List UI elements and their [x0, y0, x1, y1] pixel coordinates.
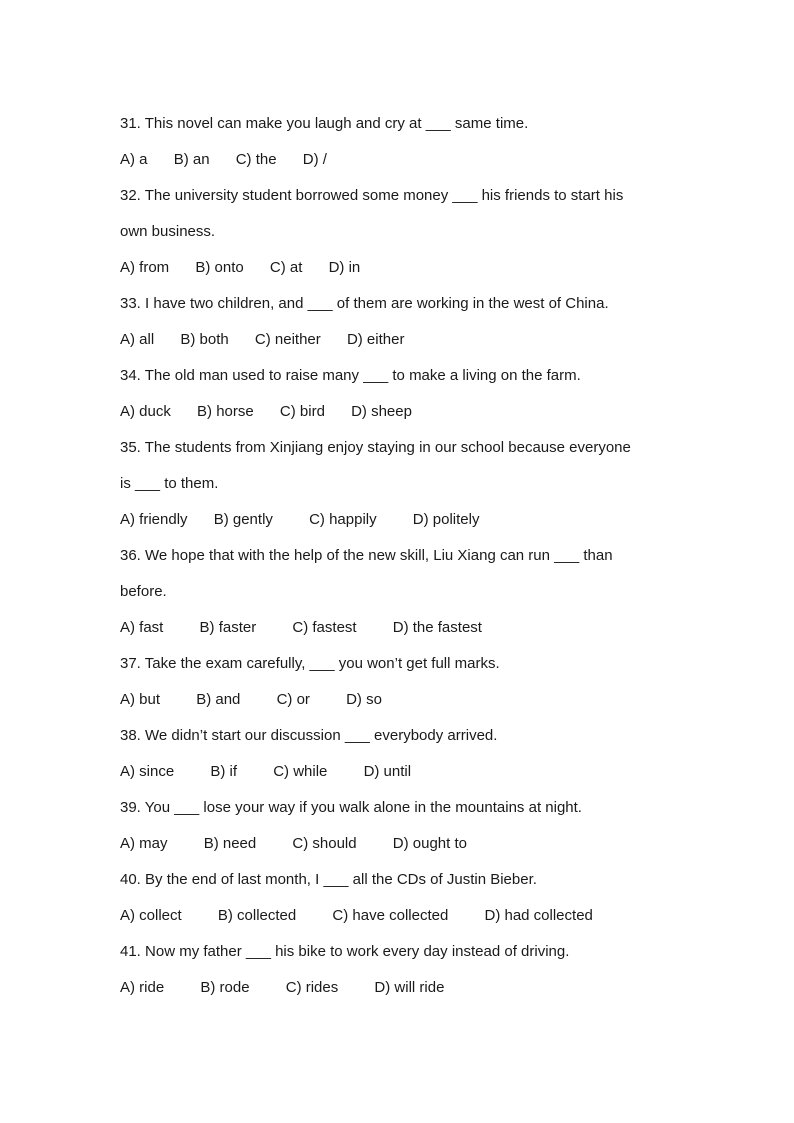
question-text-continued: is ___ to them. — [120, 475, 219, 492]
question-34-options — [120, 394, 665, 430]
option-d: D) had collected — [484, 907, 593, 924]
question-32-options — [120, 250, 665, 286]
question-40-options — [120, 898, 665, 934]
question-39-options — [120, 826, 665, 862]
question-text: 38. We didn’t start our discussion ___ everybody arrived. — [120, 727, 498, 744]
question-33-options — [120, 322, 665, 358]
option-a: A) a — [120, 151, 148, 168]
option-a: A) fast — [120, 619, 164, 636]
question-40 — [120, 862, 665, 898]
option-b: B) faster — [199, 619, 257, 636]
question-35 — [120, 430, 665, 466]
question-list — [120, 106, 665, 1006]
option-c: C) while — [273, 763, 328, 780]
option-a: A) but — [120, 691, 161, 708]
question-text: 34. The old man used to raise many ___ to make a living on the farm. — [120, 367, 581, 384]
option-d: D) so — [346, 691, 382, 708]
option-d: D) either — [346, 331, 405, 348]
question-32 — [120, 178, 665, 214]
question-36-options — [120, 610, 665, 646]
option-c: C) fastest — [292, 619, 357, 636]
option-a: A) ride — [120, 979, 165, 996]
question-37 — [120, 646, 665, 682]
question-32-continued — [120, 214, 665, 250]
question-36-continued — [120, 574, 665, 610]
option-b: B) horse — [197, 403, 254, 420]
question-text-continued: before. — [120, 583, 167, 600]
option-d: D) the fastest — [392, 619, 482, 636]
option-b: B) and — [196, 691, 241, 708]
question-text: 31. This novel can make you laugh and cry at ___ same time. — [120, 115, 529, 132]
option-b: B) rode — [200, 979, 250, 996]
option-a: A) friendly — [120, 511, 188, 528]
question-text: 39. You ___ lose your way if you walk alone in the mountains at night. — [120, 799, 582, 816]
option-b: B) an — [173, 151, 210, 168]
option-b: B) need — [203, 835, 257, 852]
question-38-options — [120, 754, 665, 790]
option-a: A) from — [120, 259, 170, 276]
question-text: 37. Take the exam carefully, ___ you won’t get full marks. — [120, 655, 500, 672]
option-a: A) duck — [120, 403, 171, 420]
option-b: B) both — [180, 331, 229, 348]
option-a: A) may — [120, 835, 168, 852]
question-text: 41. Now my father ___ his bike to work every day instead of driving. — [120, 943, 570, 960]
option-b: B) if — [210, 763, 238, 780]
option-c: C) neither — [254, 331, 321, 348]
question-33 — [120, 286, 665, 322]
option-a: A) since — [120, 763, 175, 780]
option-a: A) all — [120, 331, 155, 348]
question-36 — [120, 538, 665, 574]
question-37-options — [120, 682, 665, 718]
question-41-options — [120, 970, 665, 1006]
question-41 — [120, 934, 665, 970]
option-c: C) bird — [279, 403, 325, 420]
question-text-continued: own business. — [120, 223, 216, 240]
option-a: A) collect — [120, 907, 182, 924]
option-c: C) should — [292, 835, 357, 852]
question-text: 32. The university student borrowed some money ___ his friends to start his — [120, 187, 624, 204]
question-35-continued — [120, 466, 665, 502]
option-c: C) have collected — [332, 907, 449, 924]
option-c: C) at — [269, 259, 303, 276]
option-c: C) rides — [285, 979, 339, 996]
option-c: C) the — [235, 151, 277, 168]
question-text: 40. By the end of last month, I ___ all the CDs of Justin Bieber. — [120, 871, 537, 888]
option-b: B) gently — [213, 511, 273, 528]
option-d: D) politely — [412, 511, 480, 528]
question-38 — [120, 718, 665, 754]
question-text: 35. The students from Xinjiang enjoy staying in our school because everyone — [120, 439, 631, 456]
option-c: C) or — [276, 691, 310, 708]
option-d: D) / — [302, 151, 327, 168]
option-d: D) until — [363, 763, 412, 780]
option-c: C) happily — [309, 511, 377, 528]
option-d: D) ought to — [392, 835, 467, 852]
question-text: 33. I have two children, and ___ of them are working in the west of China. — [120, 295, 609, 312]
question-31 — [120, 106, 665, 142]
option-d: D) sheep — [351, 403, 412, 420]
option-b: B) collected — [217, 907, 297, 924]
option-b: B) onto — [195, 259, 244, 276]
question-31-options — [120, 142, 665, 178]
question-39 — [120, 790, 665, 826]
question-35-options — [120, 502, 665, 538]
question-text: 36. We hope that with the help of the new skill, Liu Xiang can run ___ than — [120, 547, 613, 564]
option-d: D) will ride — [374, 979, 445, 996]
option-d: D) in — [328, 259, 361, 276]
question-34 — [120, 358, 665, 394]
